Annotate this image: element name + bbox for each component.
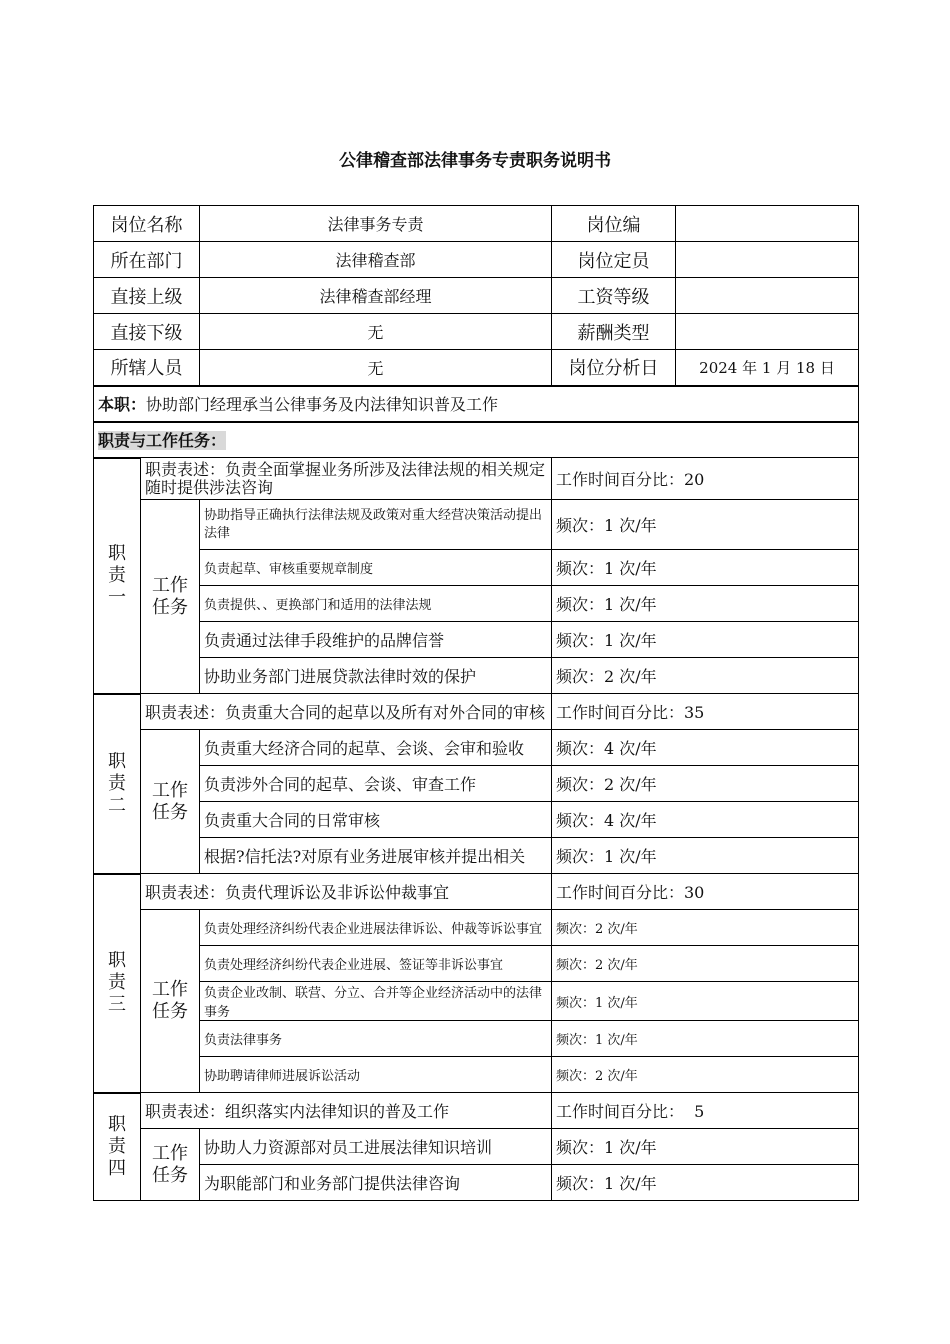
duty-1-task-1-freq: 频次：1 次/年 (552, 500, 859, 550)
duty-3-task-4-freq: 频次：1 次/年 (552, 1021, 859, 1057)
duty-2-task-4: 根据?信托法?对原有业务进展审核并提出相关 (200, 838, 552, 874)
task-row (94, 550, 859, 586)
duty-2-statement: 职责表述：负责重大合同的起草以及所有对外合同的审核 (141, 694, 552, 730)
staff-value: 无 (200, 350, 552, 386)
header-row-subordinate (94, 314, 859, 350)
task-row (94, 946, 859, 982)
duty-2-task-3-freq: 频次：4 次/年 (552, 802, 859, 838)
task-row (94, 1165, 859, 1201)
duties-heading-cell (94, 422, 859, 458)
duty-3-task-3: 负责企业改制、联营、分立、合并等企业经济活动中的法律事务 (200, 982, 552, 1021)
duty-3-task-5-freq: 频次：2 次/年 (552, 1057, 859, 1093)
duty-4-task-label: 工作 任务 (141, 1129, 200, 1201)
duty-2-task-2-freq: 频次：2 次/年 (552, 766, 859, 802)
duty-3-label: 职 责 三 (94, 874, 141, 1093)
duty-2-task-1-freq: 频次：4 次/年 (552, 730, 859, 766)
grade-label: 工资等级 (552, 278, 676, 314)
subordinate-label: 直接下级 (94, 314, 200, 350)
task-row (94, 766, 859, 802)
duty-2-task-2: 负责涉外合同的起草、会谈、审查工作 (200, 766, 552, 802)
duties-heading: 职责与工作任务： (98, 431, 227, 450)
header-row-superior (94, 278, 859, 314)
duty-1-statement: 职责表述：负责全面掌握业务所涉及法律法规的相关规定随时提供涉法咨询 (141, 458, 552, 500)
task-row (94, 910, 859, 946)
duty-1-percent: 工作时间百分比：20 (552, 458, 859, 500)
headcount-label: 岗位定员 (552, 242, 676, 278)
duty-1-task-5-freq: 频次：2 次/年 (552, 658, 859, 694)
duty-3-task-3-freq: 频次：1 次/年 (552, 982, 859, 1021)
department-label: 所在部门 (94, 242, 200, 278)
main-duty-cell (94, 386, 859, 422)
duty-3-task-1: 负责处理经济纠纷代表企业进展法律诉讼、仲裁等诉讼事宜 (200, 910, 552, 946)
duty-4-task-1-freq: 频次：1 次/年 (552, 1129, 859, 1165)
task-row (94, 1057, 859, 1093)
duty-1-task-3-freq: 频次：1 次/年 (552, 586, 859, 622)
duty-2-task-3: 负责重大合同的日常审核 (200, 802, 552, 838)
subordinate-value: 无 (200, 314, 552, 350)
position-name-label: 岗位名称 (94, 206, 200, 242)
duty-1-task-4: 负责通过法律手段维护的品牌信誉 (200, 622, 552, 658)
duty-3-task-label: 工作 任务 (141, 910, 200, 1093)
task-row (94, 586, 859, 622)
superior-label: 直接上级 (94, 278, 200, 314)
main-duty-text: 协助部门经理承当公律事务及内法律知识普及工作 (146, 395, 499, 414)
duty-1-task-5: 协助业务部门进展贷款法律时效的保护 (200, 658, 552, 694)
duty-3-task-5: 协助聘请律师进展诉讼活动 (200, 1057, 552, 1093)
task-row (94, 982, 859, 1021)
duty-3-statement: 职责表述：负责代理诉讼及非诉讼仲裁事宜 (141, 874, 552, 910)
duty-2-task-1: 负责重大经济合同的起草、会谈、会审和验收 (200, 730, 552, 766)
analysis-date-label: 岗位分析日 (552, 350, 676, 386)
job-description-table (93, 205, 859, 1201)
position-name-value: 法律事务专责 (200, 206, 552, 242)
headcount-value (676, 242, 859, 278)
pay-type-value (676, 314, 859, 350)
duty-3-statement-row (94, 874, 859, 910)
task-row (94, 802, 859, 838)
duty-2-percent: 工作时间百分比：35 (552, 694, 859, 730)
duty-2-task-label: 工作 任务 (141, 730, 200, 874)
duty-3-task-4: 负责法律事务 (200, 1021, 552, 1057)
main-duty-row (94, 386, 859, 422)
duties-heading-row (94, 422, 859, 458)
duty-3-task-1-freq: 频次：2 次/年 (552, 910, 859, 946)
duty-4-task-2-freq: 频次：1 次/年 (552, 1165, 859, 1201)
duty-3-percent: 工作时间百分比：30 (552, 874, 859, 910)
position-code-label: 岗位编 (552, 206, 676, 242)
duty-4-task-2: 为职能部门和业务部门提供法律咨询 (200, 1165, 552, 1201)
duty-2-task-4-freq: 频次：1 次/年 (552, 838, 859, 874)
duty-4-task-1: 协助人力资源部对员工进展法律知识培训 (200, 1129, 552, 1165)
duty-1-task-4-freq: 频次：1 次/年 (552, 622, 859, 658)
analysis-date-value: 2024 年 1 月 18 日 (676, 350, 859, 386)
task-row (94, 500, 859, 550)
task-row (94, 1129, 859, 1165)
task-row (94, 730, 859, 766)
duty-3-task-2: 负责处理经济纠纷代表企业进展、签证等非诉讼事宜 (200, 946, 552, 982)
task-row (94, 658, 859, 694)
duty-1-task-1: 协助指导正确执行法律法规及政策对重大经营决策活动提出法律 (200, 500, 552, 550)
position-code-value (676, 206, 859, 242)
pay-type-label: 薪酬类型 (552, 314, 676, 350)
header-row-department (94, 242, 859, 278)
duty-1-task-3: 负责提供、、更换部门和适用的法律法规 (200, 586, 552, 622)
superior-value: 法律稽查部经理 (200, 278, 552, 314)
grade-value (676, 278, 859, 314)
duty-1-task-2-freq: 频次：1 次/年 (552, 550, 859, 586)
duty-1-task-2: 负责起草、审核重要规章制度 (200, 550, 552, 586)
header-row-position (94, 206, 859, 242)
document-title: 公律稽查部法律事务专责职务说明书 (339, 151, 611, 171)
duty-4-percent: 工作时间百分比： 5 (552, 1093, 859, 1129)
department-value: 法律稽查部 (200, 242, 552, 278)
duty-2-label: 职 责 二 (94, 694, 141, 874)
duty-3-task-2-freq: 频次：2 次/年 (552, 946, 859, 982)
duty-1-task-label: 工作 任务 (141, 500, 200, 694)
main-duty-label: 本职： (98, 395, 147, 414)
task-row (94, 838, 859, 874)
duty-1-label: 职 责 一 (94, 458, 141, 694)
task-row (94, 622, 859, 658)
duty-1-statement-row (94, 458, 859, 500)
duty-4-statement-row (94, 1093, 859, 1129)
duty-4-label: 职 责 四 (94, 1093, 141, 1201)
task-row (94, 1021, 859, 1057)
header-row-staff (94, 350, 859, 386)
staff-label: 所辖人员 (94, 350, 200, 386)
duty-2-statement-row (94, 694, 859, 730)
duty-4-statement: 职责表述：组织落实内法律知识的普及工作 (141, 1093, 552, 1129)
